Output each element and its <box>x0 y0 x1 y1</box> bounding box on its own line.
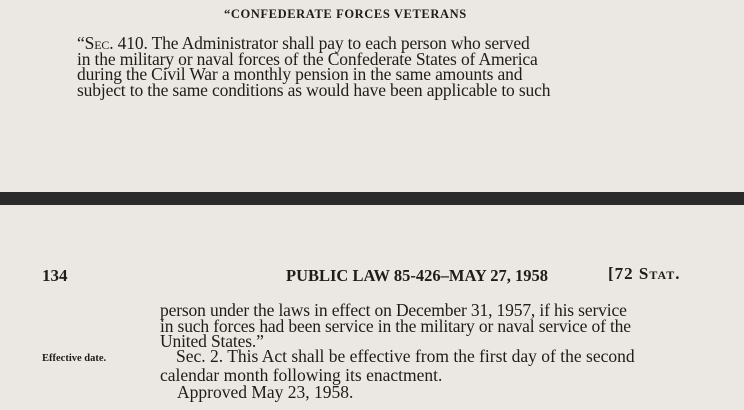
continued-line-3: United States.” <box>160 331 264 351</box>
paragraph-line-4: subject to the same conditions as would have been applicable to such <box>77 79 551 100</box>
paragraph-line-3: during the Civil War a monthly pension in the same amounts and <box>77 64 523 84</box>
section-heading: “CONFEDERATE FORCES VETERANS <box>224 7 467 21</box>
continued-paragraph <box>160 300 631 351</box>
page-number: 134 <box>42 266 68 285</box>
continued-line-1: person under the laws in effect on December 31, 1957, if his service <box>160 300 627 320</box>
bleed-through-text <box>70 0 74 13</box>
section-2-line-2: calendar month following its enactment. <box>160 365 443 385</box>
section-2-line-1: Sec. 2. This Act shall be effective from the first day of the second <box>176 346 635 366</box>
paragraph-line-1-text: The Administrator shall pay to each person who served <box>147 33 530 53</box>
approval-line: Approved May 23, 1958. <box>177 382 354 402</box>
section-410-paragraph <box>77 33 551 100</box>
margin-note-effective-date: Effective date. <box>42 353 107 364</box>
section-label: “Sec. 410. <box>77 33 148 53</box>
continued-line-2: in such forces had been service in the military or naval service of the <box>160 315 631 336</box>
running-head: PUBLIC LAW 85-426–MAY 27, 1958 <box>286 266 549 285</box>
paragraph-line-2: in the military or naval forces of the Confederate States of America <box>77 48 538 69</box>
bottom-page-fragment <box>0 205 744 410</box>
page-separator-bar <box>0 192 744 205</box>
top-page-fragment <box>0 0 744 192</box>
statute-reference: [72 Stat. <box>608 264 681 283</box>
